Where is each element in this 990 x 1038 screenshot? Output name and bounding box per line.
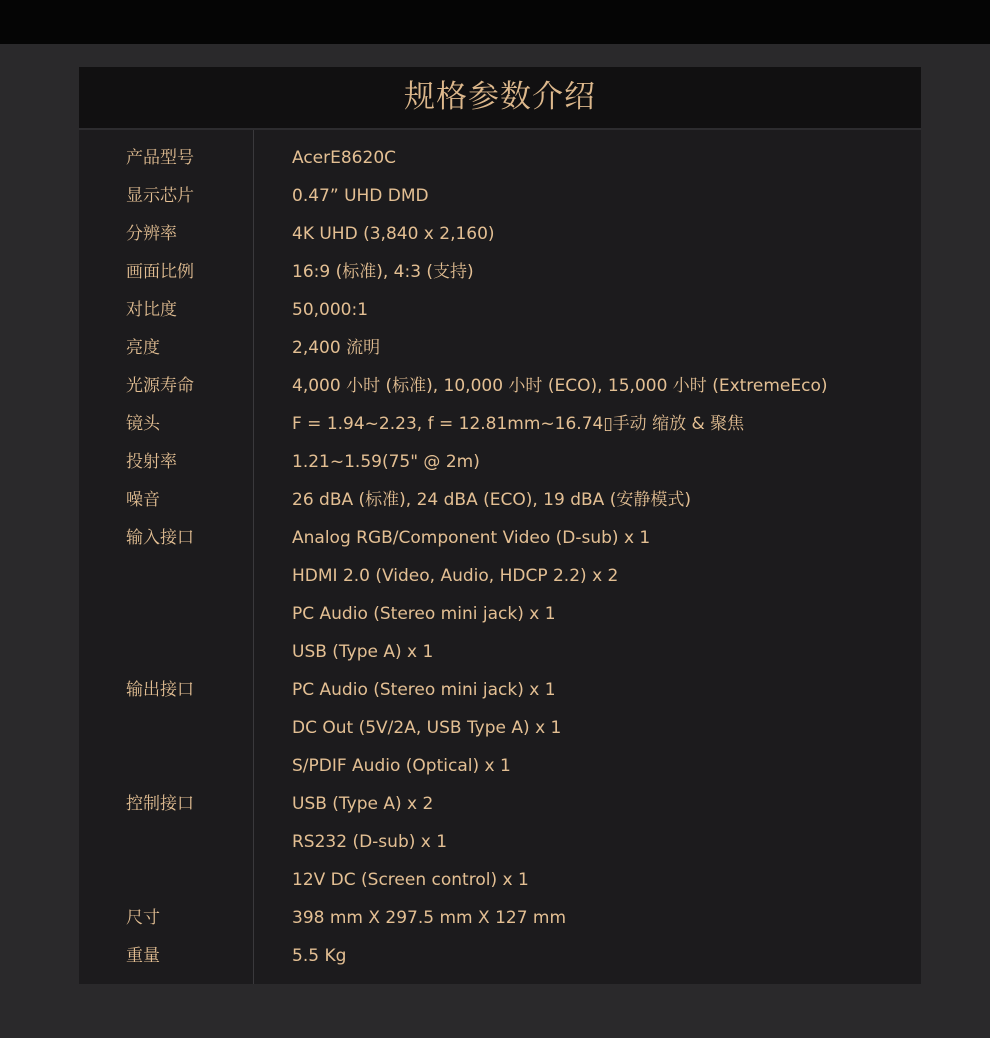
spec-value: HDMI 2.0 (Video, Audio, HDCP 2.2) x 2 (292, 566, 619, 586)
spec-value: 2,400 流明 (292, 338, 381, 358)
spec-row (79, 785, 921, 823)
spec-row (79, 405, 921, 443)
spec-row (79, 823, 921, 861)
spec-value: 4,000 小时 (标准), 10,000 小时 (ECO), 15,000 小时 (ExtremeEco) (292, 376, 828, 396)
spec-label: 产品型号 (126, 148, 194, 168)
spec-row (79, 747, 921, 785)
spec-label: 分辨率 (126, 224, 177, 244)
spec-value: 1.21~1.59(75" @ 2m) (292, 452, 480, 472)
spec-value: F = 1.94~2.23, f = 12.81mm~16.74▯手动 缩放 & 聚焦 (292, 414, 745, 434)
spec-value: 26 dBA (标准), 24 dBA (ECO), 19 dBA (安静模式) (292, 490, 691, 510)
spec-value: PC Audio (Stereo mini jack) x 1 (292, 604, 556, 624)
spec-row (79, 671, 921, 709)
spec-value: Analog RGB/Component Video (D-sub) x 1 (292, 528, 651, 548)
spec-value: AcerE8620C (292, 148, 397, 168)
spec-row (79, 215, 921, 253)
spec-row (79, 177, 921, 215)
spec-row (79, 595, 921, 633)
spec-value: 0.47” UHD DMD (292, 186, 429, 206)
spec-label: 控制接口 (126, 794, 194, 814)
spec-value: S/PDIF Audio (Optical) x 1 (292, 756, 511, 776)
spec-label: 重量 (126, 946, 160, 966)
spec-value: RS232 (D-sub) x 1 (292, 832, 448, 852)
spec-label: 投射率 (126, 452, 177, 472)
spec-value: 50,000:1 (292, 300, 369, 320)
spec-label: 亮度 (126, 338, 160, 358)
spec-row (79, 633, 921, 671)
spec-value: 12V DC (Screen control) x 1 (292, 870, 529, 890)
spec-value: 16:9 (标准), 4:3 (支持) (292, 262, 474, 282)
spec-value: USB (Type A) x 2 (292, 794, 434, 814)
top-band (0, 0, 990, 44)
spec-row (79, 557, 921, 595)
spec-value: 398 mm X 297.5 mm X 127 mm (292, 908, 567, 928)
spec-label: 尺寸 (126, 908, 160, 928)
spec-row (79, 709, 921, 747)
spec-row (79, 519, 921, 557)
spec-label: 显示芯片 (126, 186, 194, 206)
spec-label: 画面比例 (126, 262, 194, 282)
spec-row (79, 443, 921, 481)
spec-row (79, 937, 921, 975)
spec-row (79, 367, 921, 405)
spec-row (79, 253, 921, 291)
spec-value: 4K UHD (3,840 x 2,160) (292, 224, 495, 244)
spec-value: DC Out (5V/2A, USB Type A) x 1 (292, 718, 562, 738)
spec-table (79, 139, 921, 975)
spec-label: 输出接口 (126, 680, 194, 700)
spec-row (79, 139, 921, 177)
spec-label: 噪音 (126, 490, 160, 510)
spec-label: 对比度 (126, 300, 177, 320)
spec-label: 镜头 (126, 414, 160, 434)
spec-label: 光源寿命 (126, 376, 194, 396)
spec-row (79, 861, 921, 899)
spec-value: PC Audio (Stereo mini jack) x 1 (292, 680, 556, 700)
spec-row (79, 329, 921, 367)
spec-row (79, 481, 921, 519)
panel-title: 规格参数介绍 (79, 67, 921, 130)
spec-value: 5.5 Kg (292, 946, 347, 966)
spec-label: 输入接口 (126, 528, 194, 548)
spec-row (79, 899, 921, 937)
spec-value: USB (Type A) x 1 (292, 642, 434, 662)
spec-row (79, 291, 921, 329)
